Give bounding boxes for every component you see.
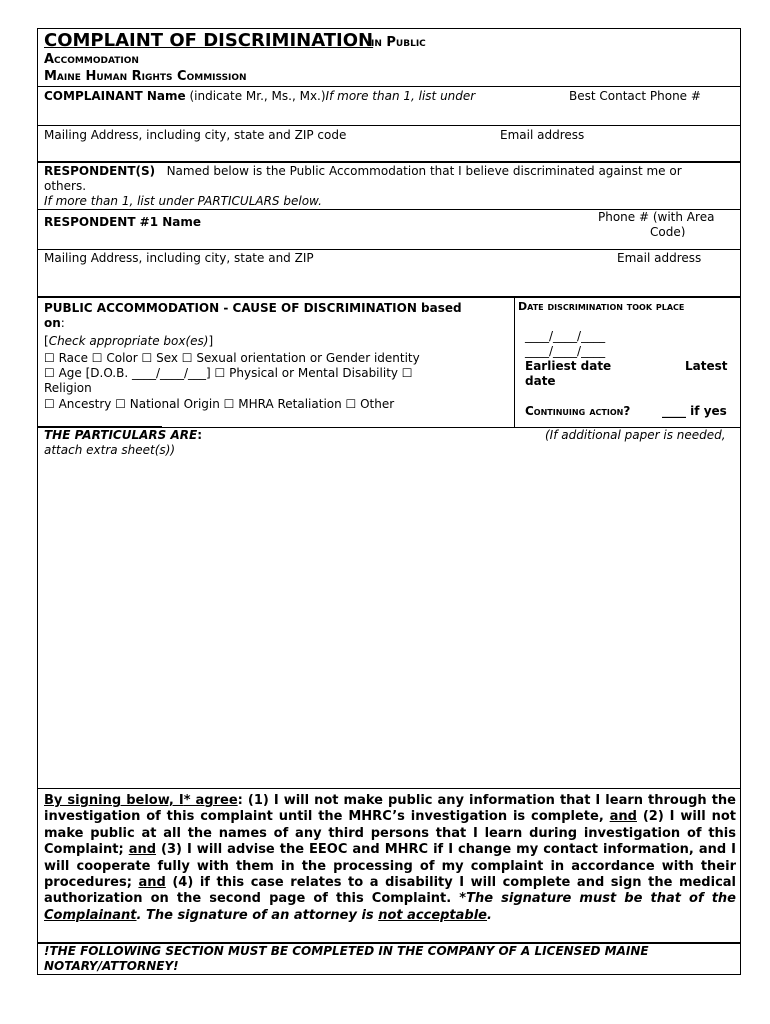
form-title-suffix: in Public	[371, 35, 426, 50]
cause-label-continued: on:	[44, 316, 65, 330]
divider	[38, 788, 740, 789]
earliest-date-blank[interactable]: ____/____/____	[525, 329, 606, 343]
date-label: Date discrimination took place	[518, 300, 685, 313]
respondents-label: RESPONDENT(S) Named below is the Public Accommodation that I believe discriminated against me or	[44, 164, 682, 178]
particulars-note-continued: attach extra sheet(s))	[44, 443, 176, 457]
notary-warning: !THE FOLLOWING SECTION MUST BE COMPLETED IN THE COMPANY OF A LICENSED MAINE	[44, 944, 649, 958]
divider	[38, 161, 740, 163]
check-hint: [Check appropriate box(es)]	[44, 334, 214, 348]
complaint-form	[37, 28, 741, 975]
divider	[38, 296, 740, 298]
divider	[38, 249, 740, 250]
respondent-1-phone-label: Phone # (with Area	[598, 210, 715, 224]
respondent-1-address-label: Mailing Address, including city, state and ZIP	[44, 251, 314, 265]
particulars-text-area[interactable]	[40, 461, 738, 785]
respondent-1-phone-label-continued: Code)	[650, 225, 686, 237]
particulars-label: THE PARTICULARS ARE:	[44, 428, 203, 442]
respondents-note: If more than 1, list under PARTICULARS below.	[44, 194, 322, 208]
notary-warning-continued: NOTARY/ATTORNEY!	[44, 959, 179, 973]
respondent-1-name-label: RESPONDENT #1 Name	[44, 215, 202, 229]
signature-agreement: By signing below, I* agree: (1) I will not make public any information that I learn through the investigation of this complaint until the MHRC’s investigation is complete, and (2) I will not make public at all the names of any third persons that I learn during investigation of this Complaint; and (3) I will advise the EEOC and MHRC if I change my contact information, and I will cooperate fully with them in the processing of my complaint in accordance with their procedures; and (4) if this case relates to a disability I will complete and sign the medical authorization on the second page of this Complaint. *The signature must be that of the Complainant. The signature of an attorney is not acceptable.	[44, 793, 737, 923]
complainant-email-label: Email address	[500, 128, 585, 142]
particulars-note: (If additional paper is needed,	[545, 428, 726, 442]
divider	[38, 125, 740, 126]
continuing-action-blank[interactable]: ____ if yes	[662, 404, 727, 418]
date-word: date	[525, 374, 556, 388]
latest-date-blank[interactable]: ____/____/____	[525, 344, 606, 358]
cause-label: PUBLIC ACCOMMODATION - CAUSE OF DISCRIMINATION based	[44, 301, 462, 315]
cause-options-row-4[interactable]: ☐ Ancestry ☐ National Origin ☐ MHRA Retaliation ☐ Other	[44, 397, 395, 411]
agency-name: Maine Human Rights Commission	[44, 69, 247, 84]
cause-options-row-1[interactable]: ☐ Race ☐ Color ☐ Sex ☐ Sexual orientation or Gender identity	[44, 351, 420, 365]
form-title-line2: Accommodation	[44, 52, 139, 67]
continuing-action-label: Continuing action?	[525, 404, 631, 418]
respondent-1-email-label: Email address	[617, 251, 702, 265]
latest-date-label: Latest	[685, 359, 728, 373]
best-contact-phone-label: Best Contact Phone #	[569, 89, 701, 103]
cause-options-row-3[interactable]: Religion	[44, 381, 92, 395]
divider	[38, 86, 740, 87]
form-title: COMPLAINT OF DISCRIMINATION	[44, 30, 374, 51]
respondents-desc-continued: others.	[44, 179, 87, 193]
complainant-name-label: COMPLAINANT Name (indicate Mr., Ms., Mx.)If more than 1, list under	[44, 89, 476, 103]
cause-options-row-2[interactable]: ☐ Age [D.O.B. ____/____/___] ☐ Physical or Mental Disability ☐	[44, 366, 413, 380]
column-divider	[514, 297, 515, 427]
complainant-address-label: Mailing Address, including city, state and ZIP code	[44, 128, 347, 142]
earliest-date-label: Earliest date	[525, 359, 612, 373]
